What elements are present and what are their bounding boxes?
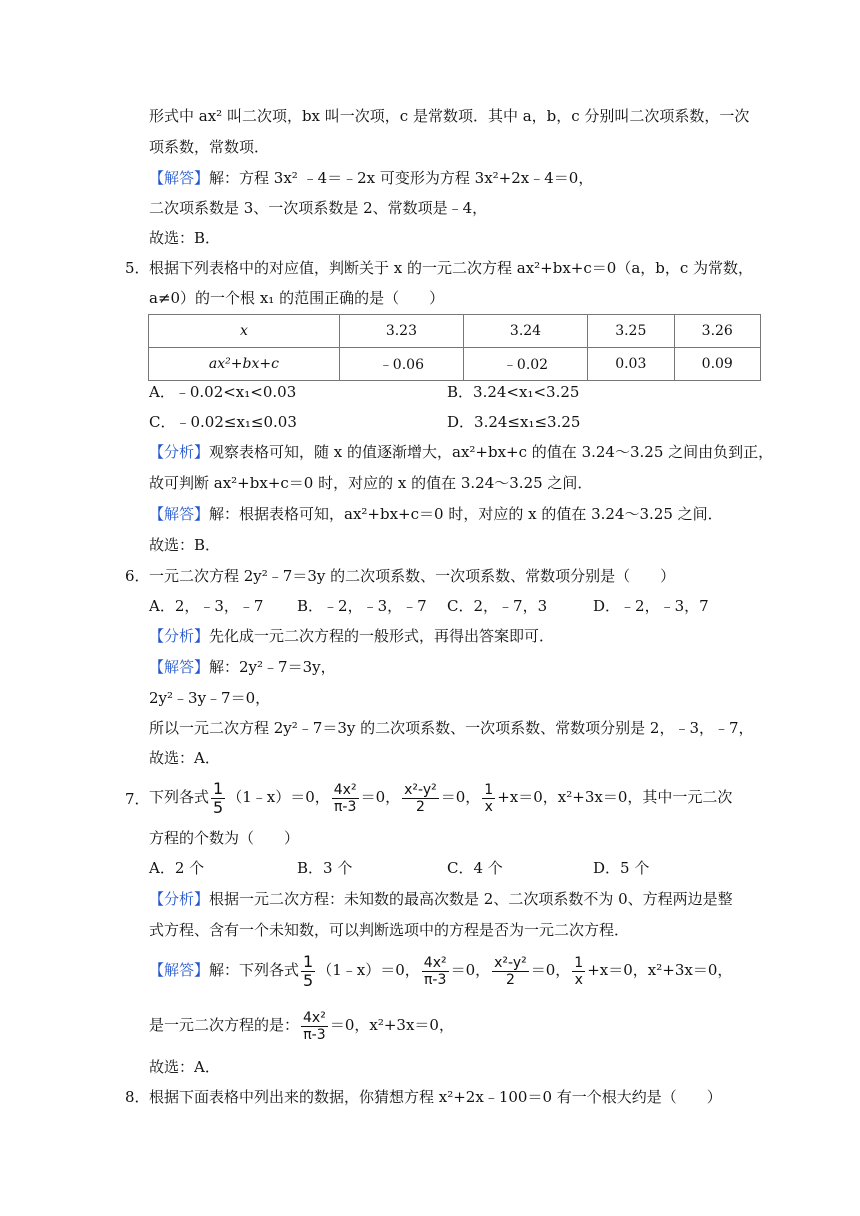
- paragraph-line: 形式中 ax² 叫二次项，bx 叫一次项，c 是常数项．其中 a，b，c 分别叫二次项系数，一次: [149, 107, 750, 125]
- option-b: B．3.24<x₁<3.25: [447, 383, 580, 401]
- solution-tag: 【解答】: [149, 169, 210, 187]
- table-cell: 3.23: [339, 315, 463, 348]
- fraction: [492, 955, 529, 988]
- analysis-text: 根据一元二次方程：未知数的最高次数是 2、二次项系数不为 0、方程两边是整: [209, 890, 733, 908]
- option-c: C．﹣0.02≤x₁≤0.03: [149, 413, 297, 431]
- analysis-line: 式方程、含有一个未知数，可以判断选项中的方程是否为一元二次方程．: [149, 921, 630, 939]
- question-text: 根据下列表格中的对应值，判断关于 x 的一元二次方程 ax²+bx+c＝0（a，b，c 为常数，: [149, 259, 754, 277]
- fraction-numerator: 4x²: [303, 1009, 326, 1026]
- solution-line: [149, 504, 723, 524]
- option-c: C．4 个: [447, 859, 503, 877]
- table-cell: ﹣0.06: [339, 348, 463, 381]
- solution-line: [149, 657, 336, 677]
- question-text: 方程的个数为（ ）: [149, 829, 300, 847]
- analysis-line: [149, 442, 773, 462]
- answer-line: 故选：A．: [149, 1058, 220, 1076]
- fraction-numerator: 1: [574, 954, 584, 971]
- question-text: 根据下面表格中列出来的数据，你猜想方程 x²+2x﹣100＝0 有一个根大约是（ ）: [149, 1088, 722, 1106]
- question-text-part: 下列各式: [149, 788, 210, 806]
- option-a: A．2，﹣3，﹣7: [149, 597, 264, 615]
- option-c: C．2，﹣7，3: [447, 597, 548, 615]
- table-cell: 0.03: [588, 348, 674, 381]
- table-row: [149, 315, 761, 348]
- question-number: 8．: [125, 1088, 150, 1106]
- fraction: [211, 780, 225, 817]
- option-b: B．﹣2，﹣3，﹣7: [297, 597, 427, 615]
- answer-line: 故选：A．: [149, 749, 220, 767]
- solution-line: [149, 168, 593, 188]
- option-d: D．5 个: [593, 859, 650, 877]
- fraction-denominator: 5: [303, 970, 314, 990]
- fraction: [422, 955, 449, 988]
- fraction-denominator: 2: [402, 798, 439, 815]
- fraction-numerator: x²-y²: [404, 781, 437, 798]
- solution-text-part: ＝0，: [450, 961, 491, 979]
- solution-text: 解：方程 3x² ﹣4＝﹣2x 可变形为方程 3x²+2x﹣4＝0，: [209, 169, 594, 187]
- fraction-denominator: x: [482, 798, 495, 815]
- fraction-numerator: 4x²: [423, 954, 447, 971]
- question-text-part: ＝0，: [360, 788, 401, 806]
- fraction: [482, 782, 495, 815]
- table-cell: 3.24: [463, 315, 587, 348]
- solution-text: 解：2y²﹣7＝3y，: [209, 658, 336, 676]
- analysis-tag: 【分析】: [149, 443, 210, 461]
- analysis-text: 观察表格可知，随 x 的值逐渐增大，ax²+bx+c 的值在 3.24～3.25 之间由负到正，: [209, 443, 774, 461]
- paragraph-line: 二次项系数是 3、一次项系数是 2、常数项是﹣4，: [149, 199, 488, 217]
- solution-line: [149, 951, 732, 990]
- option-d: D．﹣2，﹣3，7: [593, 597, 709, 615]
- option-d: D．3.24≤x₁≤3.25: [447, 413, 581, 431]
- table-cell: x: [149, 315, 340, 348]
- question-text-part: （1﹣x）＝0，: [227, 788, 330, 806]
- fraction-denominator: 5: [213, 797, 224, 817]
- table-row: [149, 348, 761, 381]
- solution-tag: 【解答】: [149, 658, 210, 676]
- question-number: 7．: [125, 790, 150, 808]
- fraction-numerator: 1: [303, 951, 314, 971]
- table-cell: ax²+bx+c: [149, 348, 340, 381]
- fraction-numerator: 1: [213, 778, 224, 798]
- option-a: A．2 个: [149, 859, 205, 877]
- solution-text-part: ＝0，x²+3x＝0，: [329, 1016, 454, 1034]
- solution-line: 所以一元二次方程 2y²﹣7＝3y 的二次项系数、一次项系数、常数项分别是 2，﹣3，﹣7，: [149, 719, 754, 737]
- solution-text: 解：根据表格可知，ax²+bx+c＝0 时，对应的 x 的值在 3.24～3.25 之间．: [209, 505, 723, 523]
- question-number: 6．: [125, 567, 150, 585]
- fraction: [301, 1010, 328, 1043]
- fraction-numerator: 4x²: [333, 781, 357, 798]
- value-table: [148, 314, 761, 381]
- fraction-denominator: π-3: [422, 971, 449, 988]
- option-a: A．﹣0.02<x₁<0.03: [149, 383, 297, 401]
- analysis-line: [149, 889, 733, 909]
- solution-tag: 【解答】: [149, 505, 210, 523]
- question-text-part: ＝0，: [440, 788, 481, 806]
- fraction-numerator: 1: [484, 781, 494, 798]
- fraction: [301, 953, 315, 990]
- option-b: B．3 个: [297, 859, 353, 877]
- analysis-line: [149, 626, 554, 646]
- fraction: [572, 955, 585, 988]
- question-number: 5．: [125, 259, 150, 277]
- question-text-part: +x＝0，x²+3x＝0，其中一元二次: [497, 788, 733, 806]
- question-text: 一元二次方程 2y²﹣7＝3y 的二次项系数、一次项系数、常数项分别是（ ）: [149, 567, 676, 585]
- fraction: [332, 782, 359, 815]
- solution-text-part: （1﹣x）＝0，: [317, 961, 420, 979]
- fraction-denominator: 2: [492, 971, 529, 988]
- question-text: a≠0）的一个根 x₁ 的范围正确的是（ ）: [149, 289, 445, 307]
- solution-tag: 【解答】: [149, 961, 210, 979]
- analysis-text: 先化成一元二次方程的一般形式，再得出答案即可．: [209, 627, 555, 645]
- table-cell: ﹣0.02: [463, 348, 587, 381]
- solution-line: 2y²﹣3y﹣7＝0，: [149, 689, 271, 707]
- answer-line: 故选：B．: [149, 229, 221, 247]
- fraction-denominator: π-3: [332, 798, 359, 815]
- analysis-tag: 【分析】: [149, 627, 210, 645]
- solution-text-part: 是一元二次方程的是：: [149, 1016, 300, 1034]
- analysis-line: 故可判断 ax²+bx+c＝0 时，对应的 x 的值在 3.24～3.25 之间．: [149, 474, 593, 492]
- solution-text-part: 解：下列各式: [209, 961, 300, 979]
- fraction: [402, 782, 439, 815]
- solution-line: [149, 1006, 454, 1044]
- solution-text-part: ＝0，: [530, 961, 571, 979]
- analysis-tag: 【分析】: [149, 890, 210, 908]
- fraction-denominator: x: [572, 971, 585, 988]
- answer-line: 故选：B．: [149, 536, 221, 554]
- fraction-numerator: x²-y²: [494, 954, 527, 971]
- fraction-denominator: π-3: [301, 1026, 328, 1043]
- table-cell: 3.25: [588, 315, 674, 348]
- table-cell: 3.26: [674, 315, 761, 348]
- solution-text-part: +x＝0，x²+3x＝0，: [587, 961, 733, 979]
- question-text: [149, 778, 732, 817]
- paragraph-line: 项系数，常数项．: [149, 138, 270, 156]
- table-cell: 0.09: [674, 348, 761, 381]
